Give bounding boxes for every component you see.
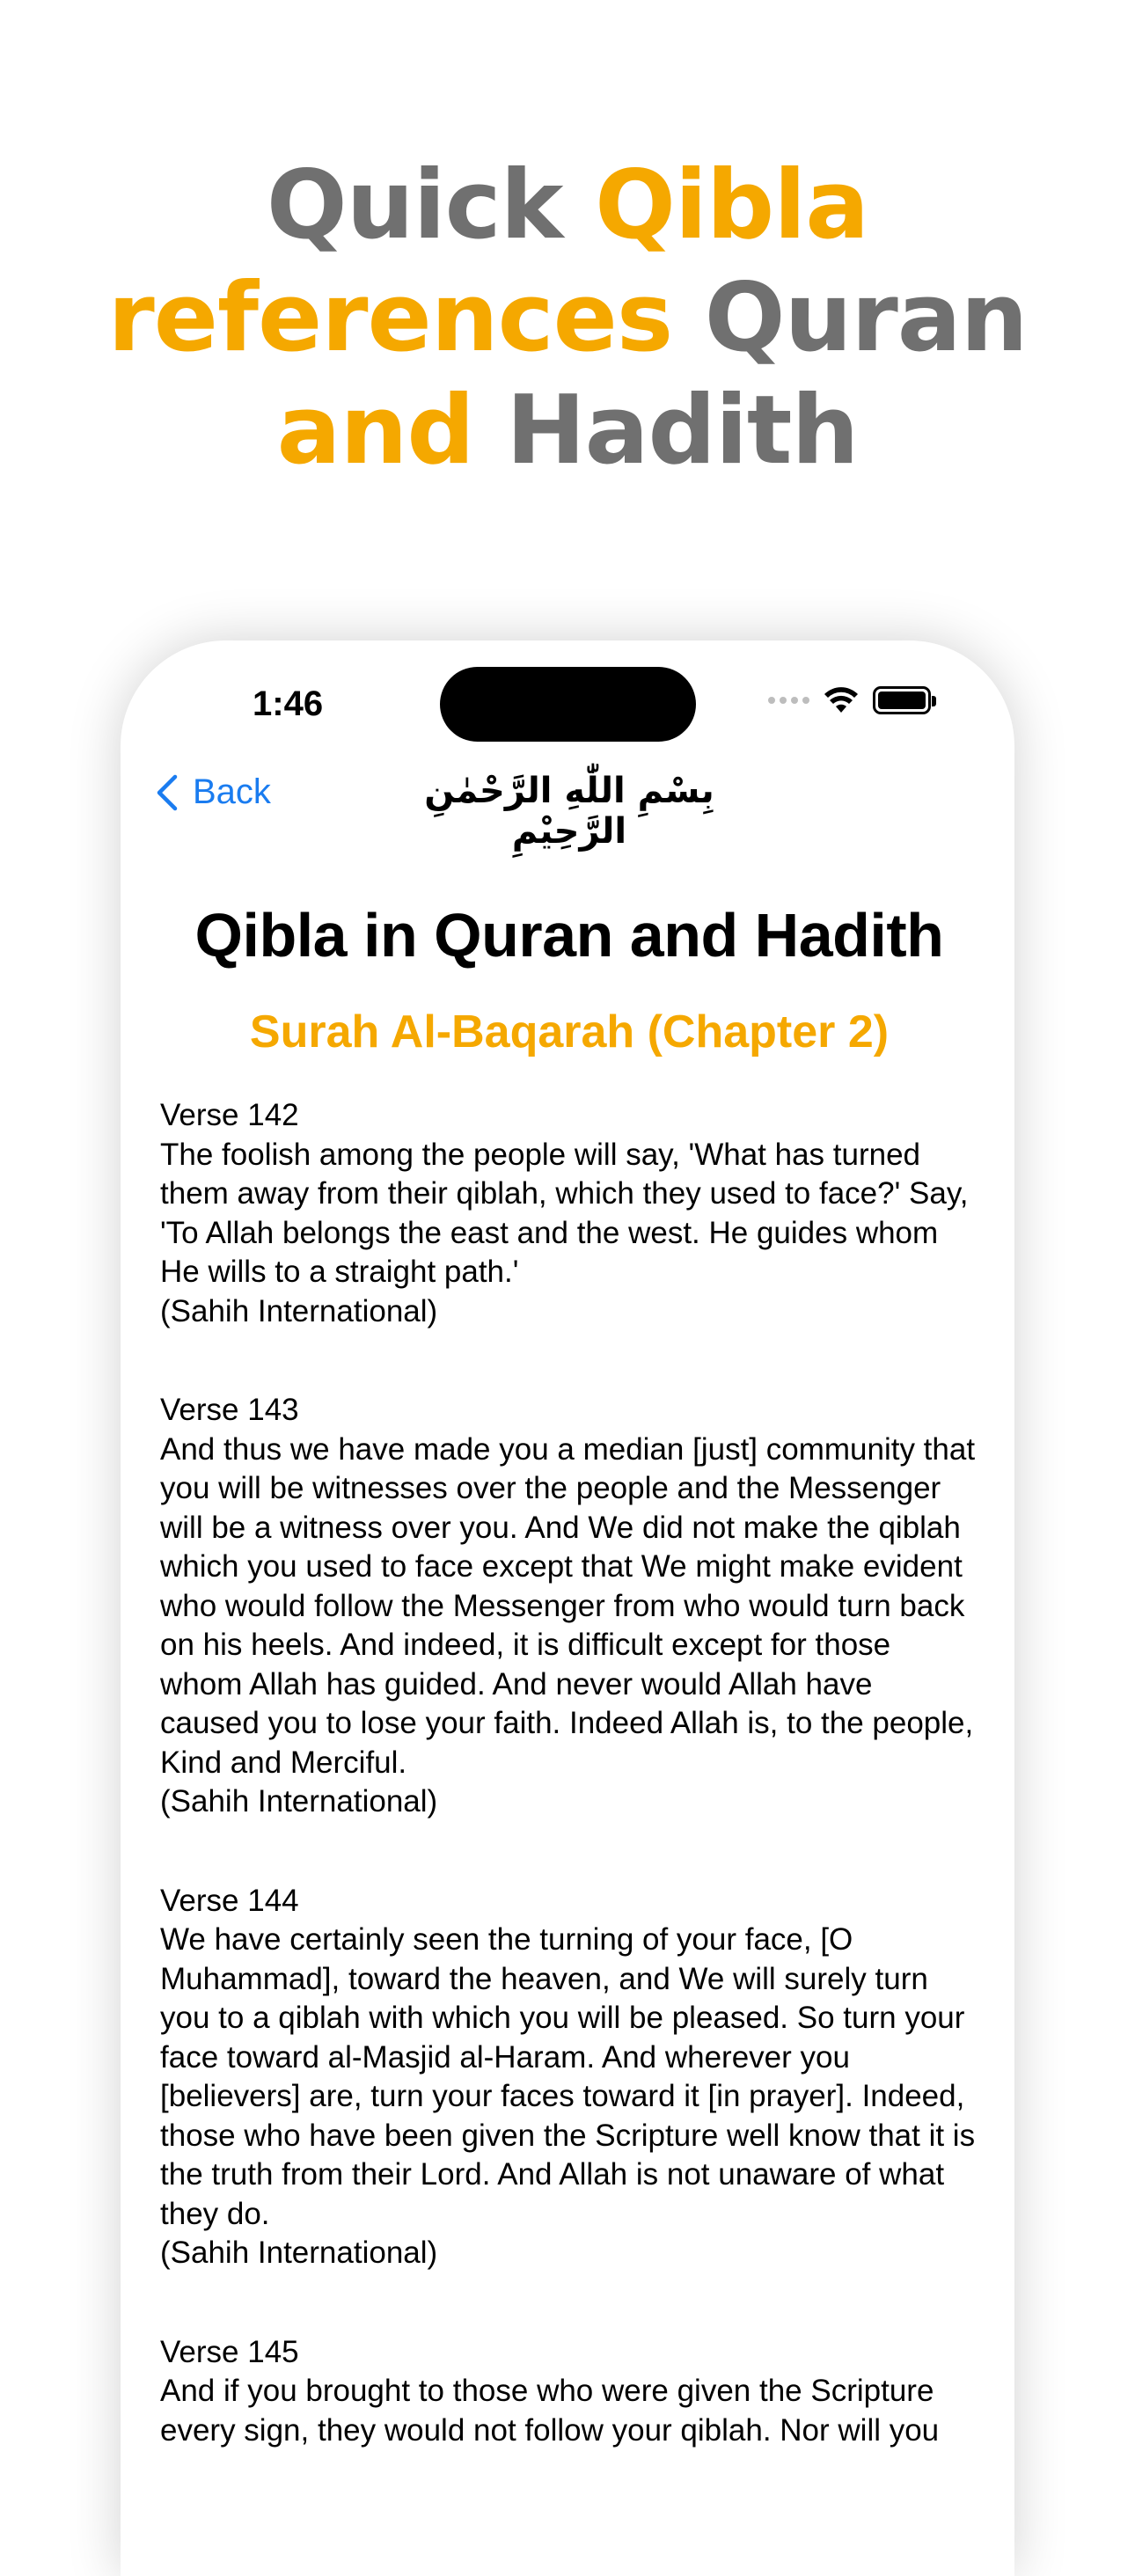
battery-icon: [873, 686, 931, 714]
headline-part: Hadith: [473, 376, 859, 486]
wifi-icon: [824, 686, 859, 714]
cellular-signal-icon: [768, 697, 809, 704]
verse-item: [160, 1096, 978, 1331]
verse-source: (Sahih International): [160, 1293, 438, 1328]
verse-text: We have certainly seen the turning of your face, [O Muhammad], toward the heaven, and We will surely turn you to a qiblah with which you will be pleased. So turn your face toward al-Masjid al-Haram. And wherever you [believers] are, turn your faces toward it [in prayer]. Indeed, those who have been given the Scripture well know that it is the truth from their Lord. And Allah is not unaware of what they do.: [160, 1922, 976, 2231]
nav-title: بِسْمِ اللّٰهِ الرَّحْمٰنِ الرَّحِيْمِ: [424, 771, 714, 852]
headline-part: Quran: [672, 263, 1028, 373]
verse-label: Verse 142: [160, 1098, 299, 1132]
headline-part: Qibla: [595, 150, 869, 260]
headline-line-2: [0, 262, 1135, 375]
verse-source: (Sahih International): [160, 1784, 438, 1819]
dynamic-island: [440, 667, 696, 742]
chevron-left-icon: [156, 773, 179, 812]
promo-headline: [0, 150, 1135, 487]
headline-line-3: [0, 375, 1135, 487]
headline-part: Quick: [266, 150, 596, 260]
headline-part: and: [276, 376, 474, 486]
verse-text: The foolish among the people will say, 'What has turned them away from their qiblah, which they used to face?' Say, 'To Allah belongs the east and the west. He guides whom He wills to a straight path.': [160, 1137, 969, 1289]
verse-label: Verse 145: [160, 2334, 299, 2369]
verse-source: (Sahih International): [160, 2236, 438, 2270]
verse-list: [160, 1096, 978, 2450]
scroll-content[interactable]: [160, 896, 978, 2510]
phone-frame: [121, 640, 1014, 2576]
verse-text: And if you brought to those who were given the Scripture every sign, they would not follow your qiblah. Nor will you: [160, 2374, 940, 2448]
verse-item: [160, 2333, 978, 2451]
back-button[interactable]: [156, 772, 271, 812]
status-icons: [768, 686, 931, 714]
surah-title: Surah Al-Baqarah (Chapter 2): [249, 1006, 890, 1057]
headline-line-1: [0, 150, 1135, 262]
verse-item: [160, 1391, 978, 1822]
status-time: 1:46: [253, 684, 324, 723]
back-label: Back: [193, 772, 271, 811]
verse-label: Verse 144: [160, 1883, 299, 1918]
verse-label: Verse 143: [160, 1393, 299, 1427]
verse-text: And thus we have made you a median [just] community that you will be witnesses over the people and the Messenger will be a witness over you. And We did not make the qiblah which you used to face except that We might make evident who would follow the Messenger from who would turn back on his heels. And indeed, it is difficult except for those whom Allah has guided. And never would Allah have caused you to lose your faith. Indeed Allah is, to the people, Kind and Merciful.: [160, 1431, 976, 1780]
verse-item: [160, 1882, 978, 2273]
headline-part: references: [107, 263, 673, 373]
page-title: Qibla in Quran and Hadith: [194, 901, 944, 970]
